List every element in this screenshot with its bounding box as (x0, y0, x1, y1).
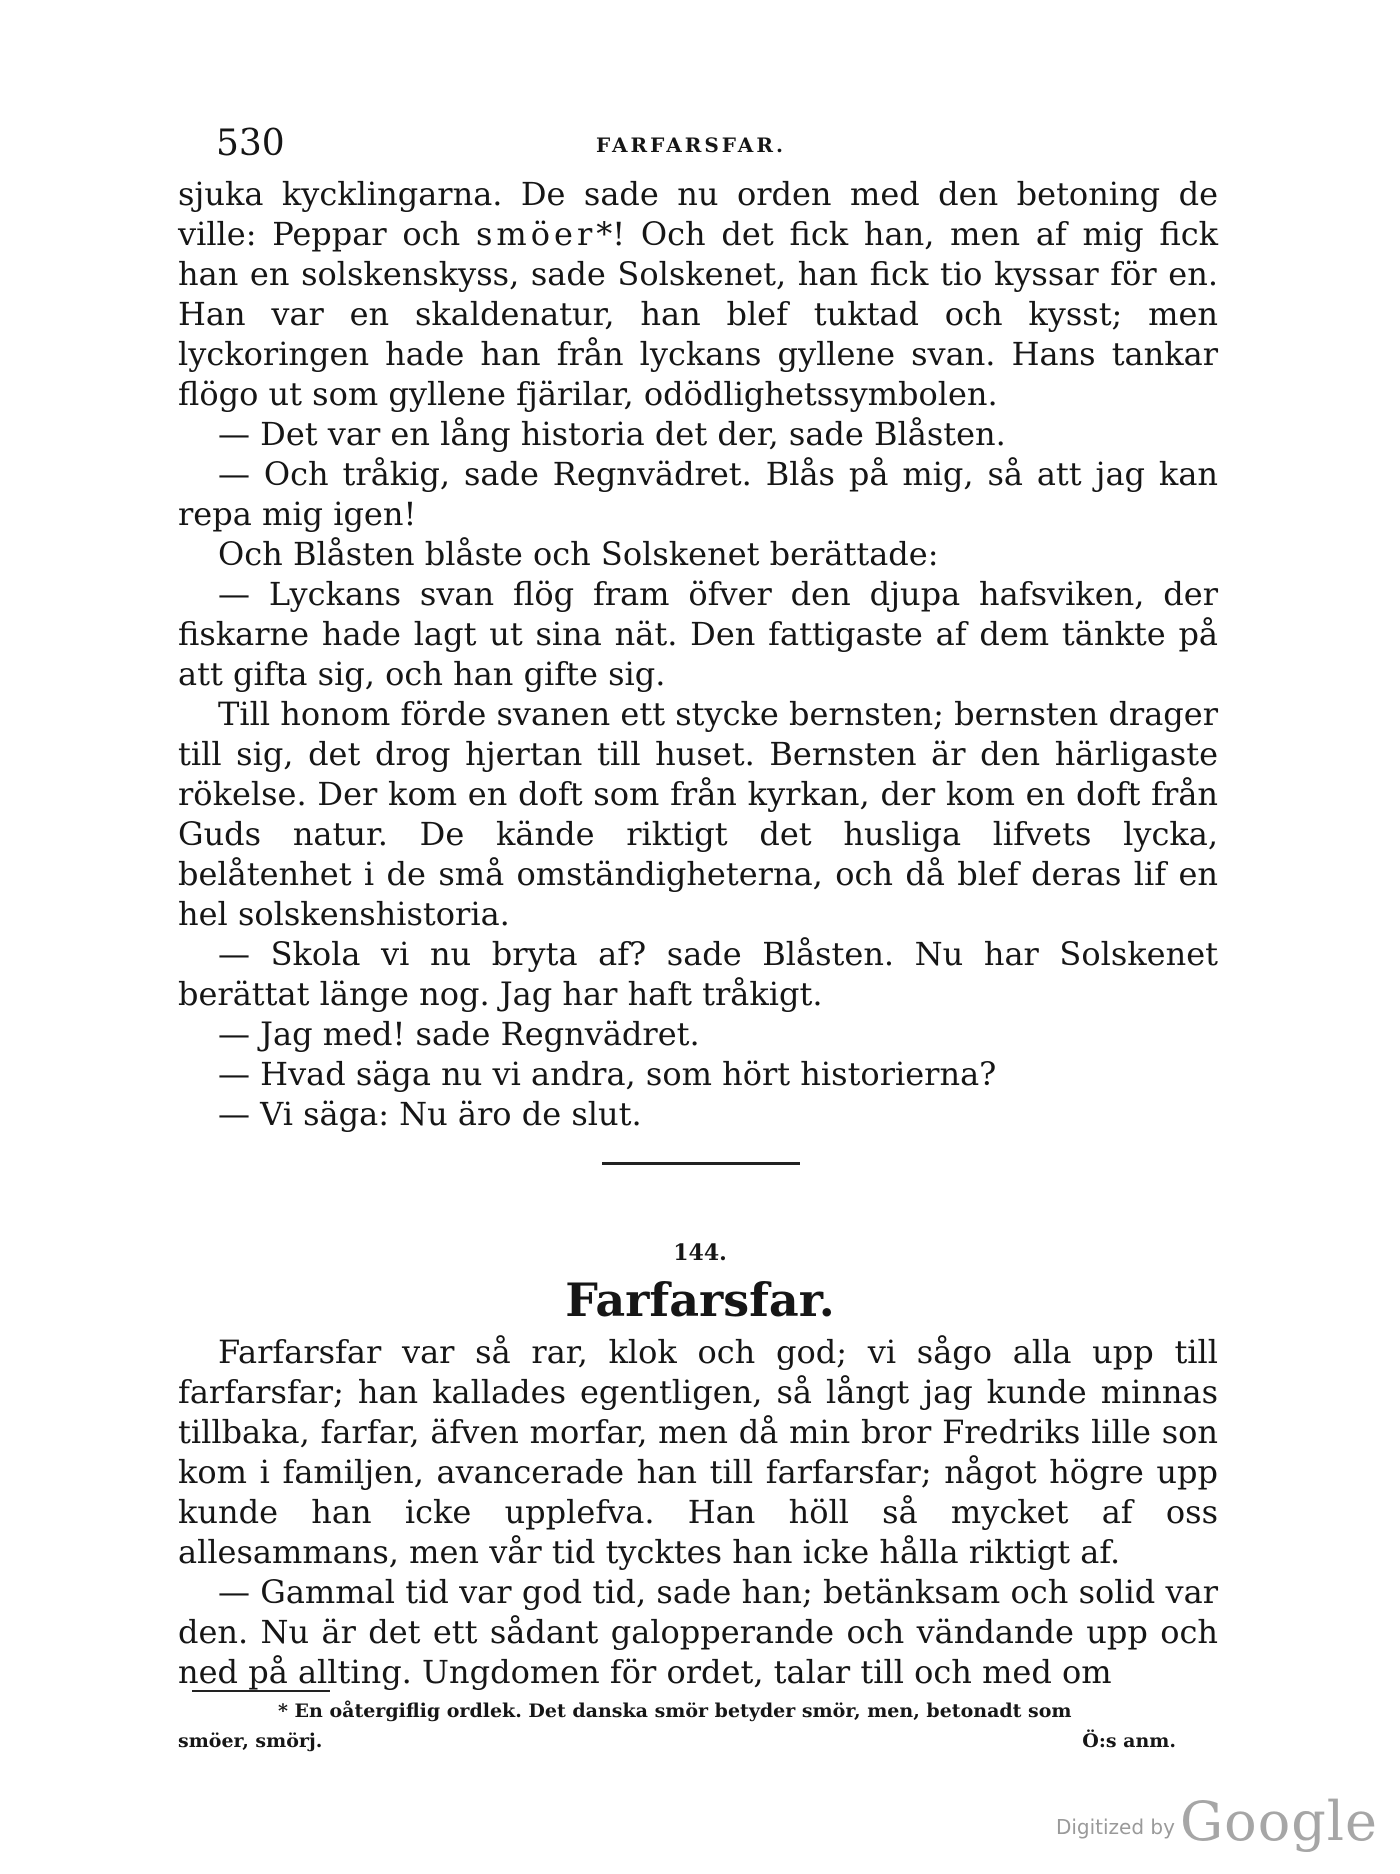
paragraph: — Och tråkig, sade Regnvädret. Blås på mig, så att jag kan repa mig igen! (178, 455, 1218, 533)
google-logo: Google (1180, 1790, 1378, 1853)
paragraph-text: sjuka kycklingarna. De sade nu orden med den betoning de ville: Peppar och (178, 175, 1218, 253)
footnote (178, 1696, 1218, 1756)
chapter-title: Farfarsfar. (565, 1273, 835, 1327)
paragraph: — Vi säga: Nu äro de slut. (218, 1095, 642, 1133)
chapter-text (178, 1332, 1218, 1692)
footnote-divider (192, 1690, 330, 1692)
paragraph: Och Blåsten blåste och Solskenet berättade: (218, 535, 939, 573)
footnote-signature: Ö:s anm. (1082, 1730, 1176, 1752)
paragraph: — Skola vi nu bryta af? sade Blåsten. Nu har Solskenet berättat länge nog. Jag har haft tråkigt. (178, 935, 1218, 1013)
paragraph-text: *! Och det fick han, men af mig fick han en solskenskyss, sade Solskenet, han fick tio kyssar för en. Han var en skaldenatur, han blef tuktad och kysst; men lyckoringen hade han från lyckans gyllene svan. Hans tankar flögo ut som gyllene fjärilar, odödlighetssymbolen. (178, 215, 1219, 413)
paragraph: — Gammal tid var god tid, sade han; betänksam och solid var den. Nu är det ett sådant galopperande och vändande upp och ned på allting. Ungdomen för ordet, talar till och med om (178, 1573, 1218, 1691)
chapter-number: 144. (673, 1240, 727, 1266)
paragraph: Till honom förde svanen ett stycke bernsten; bernsten drager till sig, det drog hjertan till huset. Bernsten är den härligaste rökelse. Der kom en doft som från kyrkan, der kom en doft från Guds natur. De kände riktigt det husliga lifvets lycka, belåtenhet i de små omständigheterna, och då blef deras lif en hel solskenshistoria. (178, 695, 1219, 933)
paragraph: Farfarsfar var så rar, klok och god; vi sågo alla upp till farfarsfar; han kallades egentligen, så långt jag kunde minnas tillbaka, farfar, äfven morfar, men då min bror Fredriks lille son kom i familjen, avancerade han till farfarsfar; något högre upp kunde han icke upplefva. Han höll så mycket af oss allesammans, men vår tid tycktes han icke hålla riktigt af. (178, 1333, 1218, 1571)
footnote-text: * En oåtergiflig ordlek. Det danska smör betyder smör, men, betonadt som (278, 1700, 1072, 1722)
footnote-line (178, 1726, 1218, 1756)
paragraph: — Lyckans svan flög fram öfver den djupa hafsviken, der fiskarne hade lagt ut sina nät. Den fattigaste af dem tänkte på att gifta sig, och han gifte sig. (178, 575, 1218, 693)
paragraph: — Hvad säga nu vi andra, som hört historierna? (218, 1055, 997, 1093)
watermark-prefix: Digitized by (1055, 1815, 1175, 1839)
paragraph: — Det var en lång historia det der, sade Blåsten. (218, 415, 1006, 453)
footnote-text: smöer, smörj. (178, 1730, 323, 1752)
emphasized-word: smöer (476, 215, 597, 253)
running-head (216, 122, 1226, 166)
paragraph: — Jag med! sade Regnvädret. (218, 1015, 700, 1053)
section-divider (602, 1162, 800, 1165)
running-title: FARFARSFAR. (596, 133, 786, 157)
paragraph (178, 174, 1218, 414)
digitization-watermark (1056, 1790, 1378, 1853)
story-ending-text (178, 174, 1218, 1134)
page-number: 530 (216, 123, 285, 164)
